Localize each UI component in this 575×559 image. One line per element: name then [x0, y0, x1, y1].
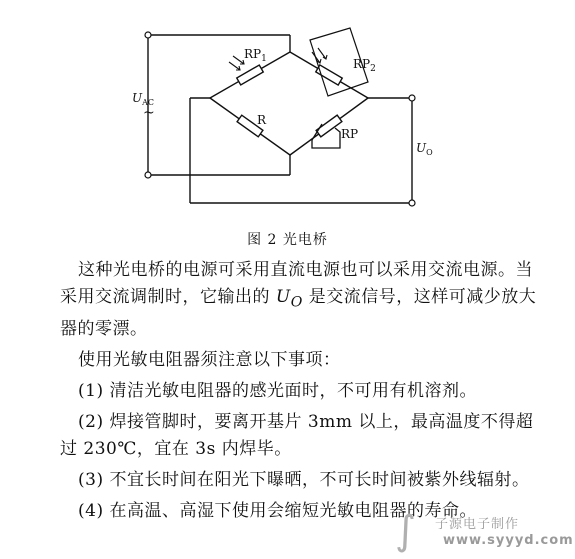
- resistor-rp1: [237, 65, 264, 85]
- label-rp1: $RP_1$: [244, 47, 267, 64]
- uo-symbol: $U_O$: [275, 287, 303, 311]
- watermark-logo-icon: ∫: [395, 508, 416, 554]
- terminal-uac-top: [145, 32, 151, 38]
- label-uo: $U_O$: [416, 141, 433, 157]
- light-arrows-rp2: [312, 48, 327, 63]
- terminal-uo-top: [409, 95, 415, 101]
- note-3: (3) 不宜长时间在阳光下曝晒，不可长时间被紫外线辐射。: [78, 470, 530, 491]
- figure-caption: 图 2 光电桥: [247, 232, 328, 248]
- ac-tilde: ~: [143, 105, 155, 121]
- note-1: (1) 清洁光敏电阻器的感光面时，不可用有机溶剂。: [78, 381, 477, 402]
- label-rp2: $RP_2$: [353, 57, 376, 74]
- label-rp-pot: RP: [341, 127, 359, 141]
- paragraph-2: 使用光敏电阻器须注意以下事项：: [78, 350, 341, 371]
- body-text: [60, 257, 545, 529]
- terminal-uac-bottom: [145, 172, 151, 178]
- resistor-rp2: [316, 65, 342, 85]
- paragraph-1: 这种光电桥的电源可采用直流电源也可以采用交流电源。当采用交流调制时，它输出的 $U_O$ 是交流信号，这样可减少放大器的零漂。: [60, 260, 537, 340]
- note-4: (4) 在高温、高湿下使用会缩短光敏电阻器的寿命。: [78, 501, 477, 522]
- terminal-uo-bottom: [409, 200, 415, 206]
- site-watermark: [395, 508, 574, 557]
- bridge-circuit-diagram: [0, 0, 575, 230]
- watermark-url: www.syyyd.com: [443, 533, 574, 548]
- note-2: (2) 焊接管脚时，要离开基片 3mm 以上，最高温度不得超过 230℃，宜在 3s 内焊毕。: [60, 412, 534, 460]
- label-uac: $U_{AC}$: [132, 91, 155, 107]
- watermark-name: 子源电子制作: [435, 517, 520, 532]
- label-r: R: [257, 113, 267, 127]
- light-arrows-rp1: [229, 56, 244, 70]
